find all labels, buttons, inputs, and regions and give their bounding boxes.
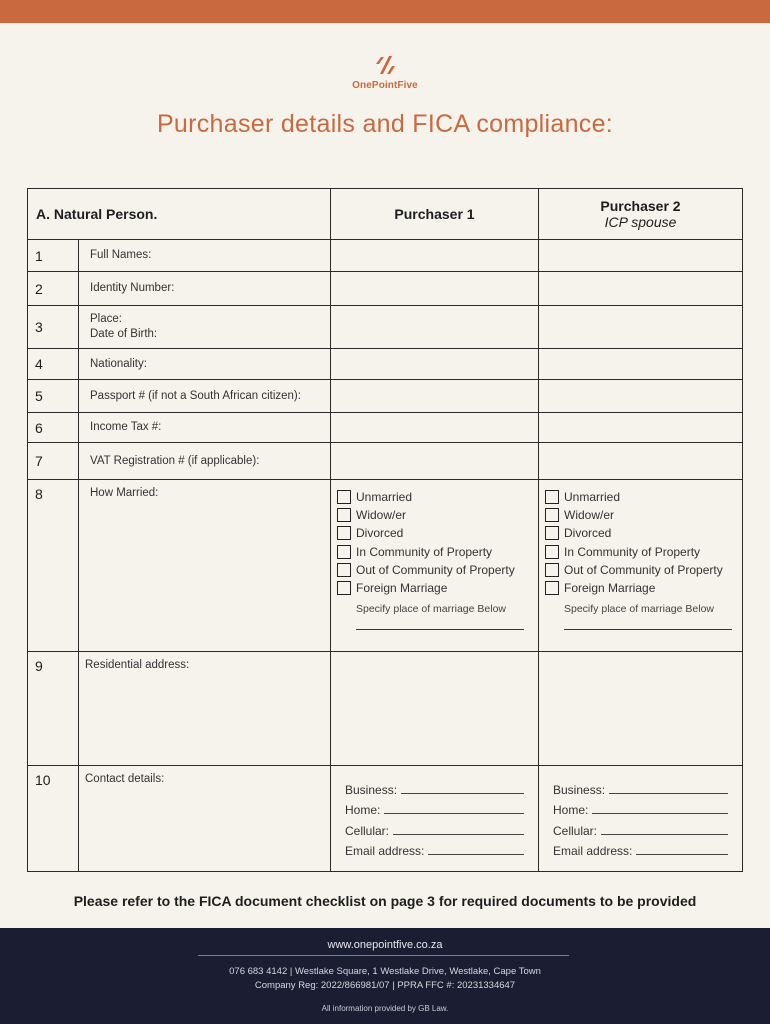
option-label: Widow/er [356, 508, 407, 523]
table-row [28, 443, 743, 480]
table-header-row [28, 189, 743, 240]
purchaser-2-marital-status [539, 480, 743, 652]
field-label: Email address: [345, 844, 425, 859]
input-line[interactable] [393, 834, 524, 835]
purchaser-2-subtitle: ICP spouse [604, 214, 677, 230]
logo-mark-icon [372, 54, 398, 76]
table-row [28, 480, 743, 652]
purchaser-2-title: Purchaser 2 [600, 198, 681, 214]
row-number: 2 [28, 272, 79, 306]
fica-checklist-note: Please refer to the FICA document checklist on page 3 for required documents to be provided [73, 893, 697, 909]
input-line[interactable] [601, 834, 728, 835]
specify-place-hint: Specify place of marriage Below [564, 603, 714, 616]
table-row [28, 349, 743, 380]
checkbox[interactable] [337, 563, 351, 577]
purchaser-1-full-names-field[interactable] [331, 240, 539, 272]
input-line[interactable] [401, 793, 524, 794]
row-label: VAT Registration # (if applicable): [79, 443, 331, 480]
marital-option[interactable] [337, 506, 538, 524]
top-accent-bar [0, 0, 770, 23]
field-label: Cellular: [345, 823, 390, 838]
logo-wordmark: OnePointFive [352, 80, 418, 91]
checkbox[interactable] [337, 508, 351, 522]
purchaser-2-place-dob-field[interactable] [539, 306, 743, 349]
purchaser-1-heading: Purchaser 1 [331, 189, 539, 240]
table-row [28, 766, 743, 872]
checkbox[interactable] [337, 526, 351, 540]
option-label: Divorced [356, 526, 404, 541]
row-label: Contact details: [79, 766, 331, 872]
checkbox[interactable] [545, 526, 559, 540]
specify-place-hint: Specify place of marriage Below [356, 603, 506, 616]
cellular-field[interactable] [553, 817, 742, 838]
table-row [28, 413, 743, 443]
marital-option[interactable] [545, 488, 742, 506]
purchaser-1-contact-details [331, 766, 539, 872]
row-number: 9 [28, 652, 79, 766]
marital-option[interactable] [337, 561, 538, 579]
purchaser-1-nationality-field[interactable] [331, 349, 539, 380]
marriage-place-input-line[interactable] [356, 629, 524, 630]
purchaser-2-contact-details [539, 766, 743, 872]
home-field[interactable] [553, 797, 742, 818]
date-of-birth-label: Date of Birth: [90, 328, 158, 340]
option-label: Widow/er [564, 508, 615, 523]
attribution-line: All information provided by GB Law. [321, 1004, 449, 1013]
row-label: Income Tax #: [79, 413, 331, 443]
purchaser-2-address-field[interactable] [539, 652, 743, 766]
purchaser-2-identity-number-field[interactable] [539, 272, 743, 306]
purchaser-2-vat-field[interactable] [539, 443, 743, 480]
checkbox[interactable] [545, 563, 559, 577]
checkbox[interactable] [545, 490, 559, 504]
row-number: 5 [28, 380, 79, 413]
purchaser-1-place-dob-field[interactable] [331, 306, 539, 349]
purchaser-1-vat-field[interactable] [331, 443, 539, 480]
option-label: Out of Community of Property [356, 562, 515, 577]
row-label: Full Names: [79, 240, 331, 272]
checkbox[interactable] [337, 581, 351, 595]
logo [0, 54, 770, 91]
purchaser-2-heading [539, 189, 743, 240]
row-label: Identity Number: [79, 272, 331, 306]
row-number: 1 [28, 240, 79, 272]
option-label: Unmarried [564, 490, 621, 505]
field-label: Home: [345, 803, 381, 818]
row-label: Residential address: [79, 652, 331, 766]
input-line[interactable] [609, 793, 728, 794]
website-link[interactable]: www.onepointfive.co.za [327, 939, 443, 951]
field-label: Cellular: [553, 823, 598, 838]
row-label [79, 306, 331, 349]
table-row [28, 380, 743, 413]
email-field[interactable] [345, 838, 538, 859]
cellular-field[interactable] [345, 817, 538, 838]
option-label: Divorced [564, 526, 612, 541]
section-heading: A. Natural Person. [28, 189, 331, 240]
table-row [28, 652, 743, 766]
footer [0, 928, 770, 1024]
input-line[interactable] [428, 854, 524, 855]
marital-option[interactable] [337, 579, 538, 597]
marital-option[interactable] [545, 543, 742, 561]
marital-option[interactable] [545, 524, 742, 542]
checkbox[interactable] [337, 490, 351, 504]
checkbox[interactable] [545, 508, 559, 522]
field-label: Business: [345, 782, 398, 797]
email-field[interactable] [553, 838, 742, 859]
input-line[interactable] [592, 813, 728, 814]
input-line[interactable] [636, 854, 728, 855]
option-label: In Community of Property [564, 544, 701, 559]
row-number: 7 [28, 443, 79, 480]
table-row [28, 306, 743, 349]
purchaser-1-identity-number-field[interactable] [331, 272, 539, 306]
marital-option[interactable] [337, 543, 538, 561]
contact-address-line: 076 683 4142 | Westlake Square, 1 Westlake Drive, Westlake, Cape Town [229, 966, 541, 977]
marital-option[interactable] [337, 488, 538, 506]
row-number: 8 [28, 480, 79, 652]
purchaser-1-passport-field[interactable] [331, 380, 539, 413]
field-label: Email address: [553, 844, 633, 859]
row-number: 3 [28, 306, 79, 349]
checkbox[interactable] [545, 581, 559, 595]
row-number: 6 [28, 413, 79, 443]
row-label: How Married: [79, 480, 331, 652]
marital-option[interactable] [545, 579, 742, 597]
marital-option[interactable] [545, 506, 742, 524]
field-label: Business: [553, 782, 606, 797]
checkbox[interactable] [337, 545, 351, 559]
row-number: 10 [28, 766, 79, 872]
purchaser-2-income-tax-field[interactable] [539, 413, 743, 443]
place-label: Place: [90, 313, 122, 325]
purchaser-1-marital-status [331, 480, 539, 652]
purchaser-details-table [27, 188, 743, 872]
business-field[interactable] [553, 776, 742, 797]
purchaser-2-passport-field[interactable] [539, 380, 743, 413]
purchaser-2-full-names-field[interactable] [539, 240, 743, 272]
option-label: In Community of Property [356, 544, 493, 559]
option-label: Foreign Marriage [564, 581, 656, 596]
option-label: Out of Community of Property [564, 562, 723, 577]
option-label: Unmarried [356, 490, 413, 505]
page-title: Purchaser details and FICA compliance: [156, 110, 614, 138]
purchaser-1-income-tax-field[interactable] [331, 413, 539, 443]
marital-option[interactable] [337, 524, 538, 542]
row-number: 4 [28, 349, 79, 380]
purchaser-1-address-field[interactable] [331, 652, 539, 766]
home-field[interactable] [345, 797, 538, 818]
input-line[interactable] [384, 813, 524, 814]
option-label: Foreign Marriage [356, 581, 448, 596]
table-row [28, 240, 743, 272]
row-label: Nationality: [79, 349, 331, 380]
footer-divider [198, 955, 569, 956]
table-row [28, 272, 743, 306]
company-registration-line: Company Reg: 2022/866981/07 | PPRA FFC #: 20231334647 [254, 980, 516, 991]
purchaser-2-nationality-field[interactable] [539, 349, 743, 380]
field-label: Home: [553, 803, 589, 818]
row-label: Passport # (if not a South African citizen): [79, 380, 331, 413]
business-field[interactable] [345, 776, 538, 797]
checkbox[interactable] [545, 545, 559, 559]
marital-option[interactable] [545, 561, 742, 579]
marriage-place-input-line[interactable] [564, 629, 732, 630]
